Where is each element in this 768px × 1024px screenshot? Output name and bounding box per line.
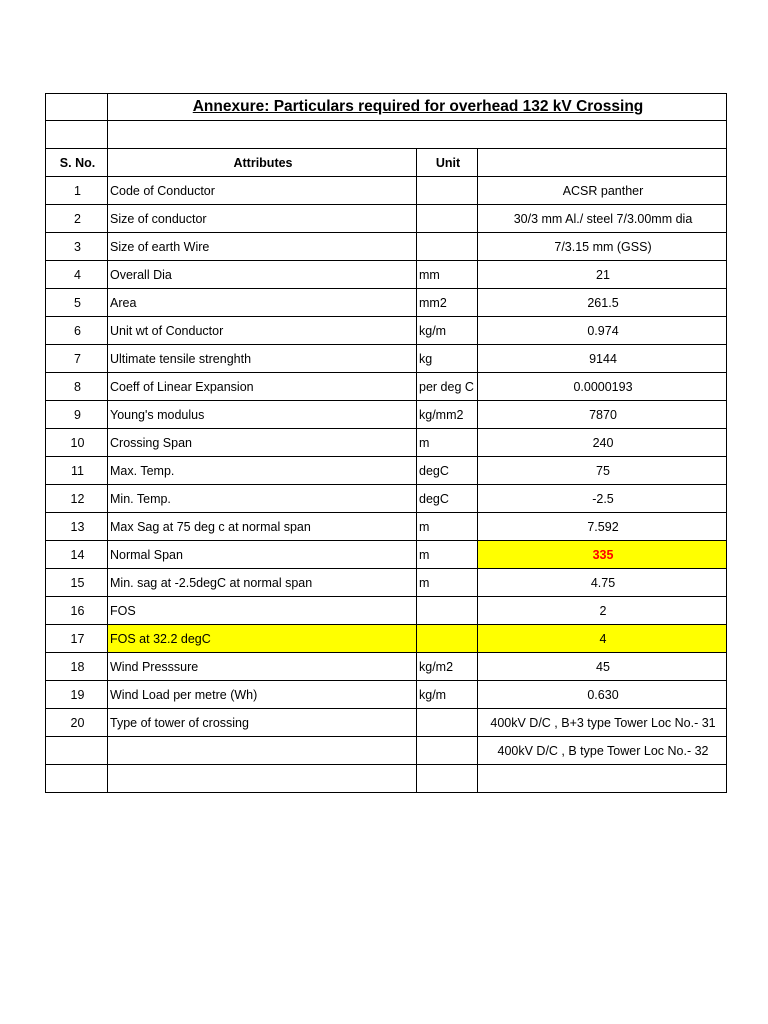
row-attribute bbox=[108, 737, 417, 765]
row-unit: m bbox=[417, 569, 478, 597]
header-row bbox=[46, 149, 727, 177]
title-row bbox=[46, 94, 727, 121]
row-attribute: Coeff of Linear Expansion bbox=[108, 373, 417, 401]
row-sno: 13 bbox=[46, 513, 108, 541]
row-sno: 2 bbox=[46, 205, 108, 233]
row-sno: 8 bbox=[46, 373, 108, 401]
row-value: 240 bbox=[478, 429, 727, 457]
table-row bbox=[46, 205, 727, 233]
row-unit bbox=[417, 625, 478, 653]
blank-row bbox=[46, 121, 727, 149]
row-value: 0.630 bbox=[478, 681, 727, 709]
row-unit: m bbox=[417, 541, 478, 569]
table-row bbox=[46, 429, 727, 457]
row-sno: 11 bbox=[46, 457, 108, 485]
table-row bbox=[46, 177, 727, 205]
row-attribute: Min. Temp. bbox=[108, 485, 417, 513]
table-row bbox=[46, 261, 727, 289]
row-unit: mm2 bbox=[417, 289, 478, 317]
row-unit bbox=[417, 177, 478, 205]
row-value: 4 bbox=[478, 625, 727, 653]
row-unit: kg/m2 bbox=[417, 653, 478, 681]
row-sno: 20 bbox=[46, 709, 108, 737]
row-unit bbox=[417, 765, 478, 793]
row-attribute: Type of tower of crossing bbox=[108, 709, 417, 737]
table-row bbox=[46, 737, 727, 765]
row-sno: 16 bbox=[46, 597, 108, 625]
row-attribute: Normal Span bbox=[108, 541, 417, 569]
row-sno: 14 bbox=[46, 541, 108, 569]
table-row bbox=[46, 345, 727, 373]
row-attribute: Young's modulus bbox=[108, 401, 417, 429]
row-attribute: Min. sag at -2.5degC at normal span bbox=[108, 569, 417, 597]
table-row bbox=[46, 625, 727, 653]
row-value: 261.5 bbox=[478, 289, 727, 317]
table-row bbox=[46, 401, 727, 429]
row-unit: kg/m bbox=[417, 317, 478, 345]
table-row bbox=[46, 373, 727, 401]
row-attribute: Overall Dia bbox=[108, 261, 417, 289]
row-unit: mm bbox=[417, 261, 478, 289]
table-row bbox=[46, 569, 727, 597]
blank-cell bbox=[46, 121, 108, 149]
row-unit: kg/mm2 bbox=[417, 401, 478, 429]
row-attribute: Wind Load per metre (Wh) bbox=[108, 681, 417, 709]
row-value: -2.5 bbox=[478, 485, 727, 513]
row-value: 45 bbox=[478, 653, 727, 681]
header-sno: S. No. bbox=[46, 149, 108, 177]
row-sno: 3 bbox=[46, 233, 108, 261]
row-value: 2 bbox=[478, 597, 727, 625]
table-row bbox=[46, 597, 727, 625]
row-unit: m bbox=[417, 513, 478, 541]
row-unit bbox=[417, 233, 478, 261]
table-row bbox=[46, 233, 727, 261]
row-unit: kg/m bbox=[417, 681, 478, 709]
row-attribute: Size of conductor bbox=[108, 205, 417, 233]
row-sno: 4 bbox=[46, 261, 108, 289]
row-value: 400kV D/C , B+3 type Tower Loc No.- 31 bbox=[478, 709, 727, 737]
row-attribute: Area bbox=[108, 289, 417, 317]
title-left-cell bbox=[46, 94, 108, 121]
table-row bbox=[46, 289, 727, 317]
table-row bbox=[46, 457, 727, 485]
blank-cell bbox=[108, 121, 727, 149]
row-value: 75 bbox=[478, 457, 727, 485]
row-unit bbox=[417, 737, 478, 765]
row-sno: 18 bbox=[46, 653, 108, 681]
row-value: 30/3 mm Al./ steel 7/3.00mm dia bbox=[478, 205, 727, 233]
row-attribute: FOS at 32.2 degC bbox=[108, 625, 417, 653]
header-value bbox=[478, 149, 727, 177]
row-unit: kg bbox=[417, 345, 478, 373]
row-value: 4.75 bbox=[478, 569, 727, 597]
row-sno: 5 bbox=[46, 289, 108, 317]
row-attribute: Size of earth Wire bbox=[108, 233, 417, 261]
row-attribute: Ultimate tensile strenghth bbox=[108, 345, 417, 373]
row-sno bbox=[46, 765, 108, 793]
header-unit: Unit bbox=[417, 149, 478, 177]
row-sno: 6 bbox=[46, 317, 108, 345]
table-row bbox=[46, 681, 727, 709]
row-sno: 1 bbox=[46, 177, 108, 205]
header-attributes: Attributes bbox=[108, 149, 417, 177]
row-unit bbox=[417, 205, 478, 233]
row-sno: 19 bbox=[46, 681, 108, 709]
row-attribute: Wind Presssure bbox=[108, 653, 417, 681]
row-sno: 10 bbox=[46, 429, 108, 457]
row-value: 0.974 bbox=[478, 317, 727, 345]
row-value: 335 bbox=[478, 541, 727, 569]
particulars-table bbox=[45, 93, 727, 793]
row-attribute: Code of Conductor bbox=[108, 177, 417, 205]
row-attribute: Unit wt of Conductor bbox=[108, 317, 417, 345]
row-value: 7870 bbox=[478, 401, 727, 429]
row-value: 7.592 bbox=[478, 513, 727, 541]
table-row bbox=[46, 653, 727, 681]
row-value: 9144 bbox=[478, 345, 727, 373]
row-attribute: Max Sag at 75 deg c at normal span bbox=[108, 513, 417, 541]
row-attribute: Crossing Span bbox=[108, 429, 417, 457]
row-attribute: FOS bbox=[108, 597, 417, 625]
table-row bbox=[46, 485, 727, 513]
table-row bbox=[46, 317, 727, 345]
table-row bbox=[46, 709, 727, 737]
row-attribute: Max. Temp. bbox=[108, 457, 417, 485]
row-value: 21 bbox=[478, 261, 727, 289]
table-row bbox=[46, 765, 727, 793]
table-row bbox=[46, 541, 727, 569]
row-value: 0.0000193 bbox=[478, 373, 727, 401]
row-sno: 15 bbox=[46, 569, 108, 597]
row-unit: per deg C bbox=[417, 373, 478, 401]
row-unit: m bbox=[417, 429, 478, 457]
row-value: 400kV D/C , B type Tower Loc No.- 32 bbox=[478, 737, 727, 765]
row-value: 7/3.15 mm (GSS) bbox=[478, 233, 727, 261]
row-sno: 12 bbox=[46, 485, 108, 513]
row-attribute bbox=[108, 765, 417, 793]
table-row bbox=[46, 513, 727, 541]
row-unit bbox=[417, 709, 478, 737]
row-sno: 9 bbox=[46, 401, 108, 429]
sheet-title: Annexure: Particulars required for overhead 132 kV Crossing bbox=[108, 94, 727, 121]
row-sno: 17 bbox=[46, 625, 108, 653]
row-sno bbox=[46, 737, 108, 765]
row-value: ACSR panther bbox=[478, 177, 727, 205]
row-unit bbox=[417, 597, 478, 625]
row-sno: 7 bbox=[46, 345, 108, 373]
row-unit: degC bbox=[417, 485, 478, 513]
row-unit: degC bbox=[417, 457, 478, 485]
row-value bbox=[478, 765, 727, 793]
